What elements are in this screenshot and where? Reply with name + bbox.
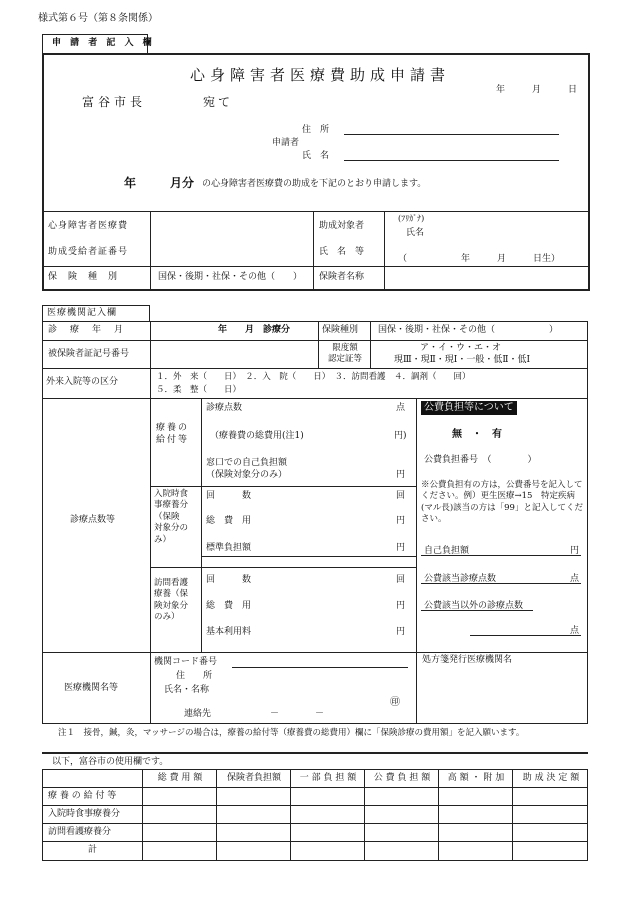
col-partial-copay: 一 部 負 担 額 [299,773,357,783]
applicant-name-label: 氏 名 [302,151,330,161]
med-insurance-type-value: 国保・後期・社保・その他（ ） [378,325,559,335]
medical-section-label: 医療機関記入欄 [47,308,118,318]
nurse-cost-label: 総 費 用 [206,601,252,611]
statement-year: 年 [124,176,137,190]
public-points-label: 公費該当診療点数 [424,574,497,584]
insurance-type-value: 国保・後期・社保・その他（ ） [158,272,303,282]
care-total-unit: 円) [394,431,407,441]
public-header: 公費負担等について [421,401,517,415]
addressee: 富谷市長 [82,95,147,109]
care-benefit-label: 療養の 給付等 [156,423,190,446]
furigana-name-label: 氏名 [406,228,425,238]
nurse-cost-unit: 円 [396,601,406,611]
meal-label: 入院時食 事療養分 （保険 対象分の み） [154,489,189,545]
applicant-address-label: 住 所 [302,125,330,135]
points-label: 診療点数等 [70,515,116,525]
cert-row1-label: 心身障害者医療費 [48,221,129,231]
col-high-cost: 高 額 ・ 附 加 [447,773,505,783]
visit-nurse-label: 訪問看護 療養（保 険対象分 のみ） [154,578,189,623]
self-pay-label: 自己負担額 [424,546,470,556]
meal-times-label: 回 数 [206,491,252,501]
med-insurance-type-label: 保険種別 [322,325,359,335]
institution-code-field[interactable] [232,656,408,668]
insurance-type-label: 保 険 種 別 [48,272,119,282]
row-care-benefit: 療 養 の 給 付 等 [48,791,117,801]
institution-address-label: 住 所 [176,671,213,681]
public-number-label: 公費負担番号 （ ） [424,455,537,465]
application-date: 年 月 日 [496,85,578,95]
col-public-share: 公 費 負 担 額 [373,773,431,783]
public-note: ※公費負担有の方は，公費番号を記入してください。例）更生医療→15 特定疾病(マル長)該当の方は「99」と記入してください。 [421,480,583,525]
treatment-month-label: 診 療 年 月 [48,325,126,335]
visit-type-label: 外来入院等の区分 [46,377,119,387]
furigana-label: (ﾌﾘｶﾞﾅ) [398,214,425,223]
institution-code-label: 機関コード番号 [154,657,218,667]
row-meal: 入院時食事療養分 [48,809,121,819]
row-total: 計 [88,845,98,855]
meal-cost-unit: 円 [396,516,406,526]
nurse-basic-label: 基本利用料 [206,627,252,637]
limit-options-line2: 現Ⅲ・現Ⅱ・現Ⅰ・一般・低Ⅱ・低Ⅰ [394,355,531,365]
footnote: 注１ 接骨，鍼，灸，マッサージの場合は，療養の給付等（療養費の総費用）欄に「保険診療の費用額」を記入願います。 [58,728,525,738]
nurse-times-unit: 回 [396,575,406,585]
limit-options-line1: ア・イ・ウ・エ・オ [420,343,502,353]
prescription-label: 処方箋発行医療機関名 [422,655,513,665]
birthdate: （ 年 月 日生） [398,254,561,264]
public-points-unit: 点 [570,574,580,584]
contact-label: 連絡先 [184,709,212,719]
care-points-label: 診療点数 [206,403,243,413]
meal-std-label: 標準負担額 [206,543,252,553]
institution-label: 医療機関名等 [64,683,119,693]
statement-month: 月分 [170,176,195,190]
insured-card-label: 被保険者証記号番号 [48,349,130,359]
applicant-section-label: 申 請 者 記 入 欄 [52,38,155,48]
care-points-unit: 点 [396,403,406,413]
statement-text: の心身障害者医療費の助成を下記のとおり申請します。 [202,179,427,189]
meal-cost-label: 総 費 用 [206,516,252,526]
non-public-points-unit: 点 [570,626,580,636]
care-total-label: （療養費の総費用(注1) [210,431,304,441]
insurer-label: 保険者名称 [319,272,365,282]
applicant-role-label: 申請者 [272,138,300,148]
meal-times-unit: 回 [396,491,406,501]
col-insurer-share: 保険者負担額 [226,773,281,783]
public-presence: 無 ・ 有 [452,429,502,440]
col-total-cost: 総 費 用 額 [157,773,203,783]
self-pay-unit: 円 [570,546,580,556]
addressee-suffix: 宛て [203,95,234,109]
target-label: 助成対象者 [319,221,365,231]
applicant-address-field[interactable] [344,123,559,135]
nurse-times-label: 回 数 [206,575,252,585]
visit-type-line1: １．外 来（ 日） ２．入 院（ 日） ３．訪問看護 ４．調剤（ 回） [156,372,471,382]
non-public-points-label: 公費該当以外の診療点数 [424,601,524,611]
contact-value: － － [270,709,325,719]
row-visit-nurse: 訪問看護療養分 [48,827,112,837]
non-public-points-field[interactable] [470,624,581,636]
nurse-basic-unit: 円 [396,627,406,637]
city-use-caption: 以下，富谷市の使用欄です。 [52,757,169,767]
cert-row2-label: 助成受給者証番号 [48,247,129,257]
visit-type-line2: ５．柔 整（ 日） [156,385,242,395]
copay-unit: 円 [396,470,406,480]
col-subsidy-decision: 助 成 決 定 額 [522,773,580,783]
treatment-month-value: 年 月 診療分 [218,325,291,335]
form-title: 心身障害者医療費助成申請書 [190,66,451,84]
applicant-name-field[interactable] [344,149,559,161]
copay-label: 窓口での自己負担額 （保険対象分のみ） [206,458,288,481]
institution-name-label: 氏名・名称 [164,685,210,695]
meal-std-unit: 円 [396,543,406,553]
limit-cert-label: 限度額 認定証等 [327,343,362,365]
target-name-label: 氏 名 等 [319,247,365,257]
form-number: 様式第６号（第８条関係） [38,13,158,24]
seal-mark: ㊞ [390,697,400,708]
